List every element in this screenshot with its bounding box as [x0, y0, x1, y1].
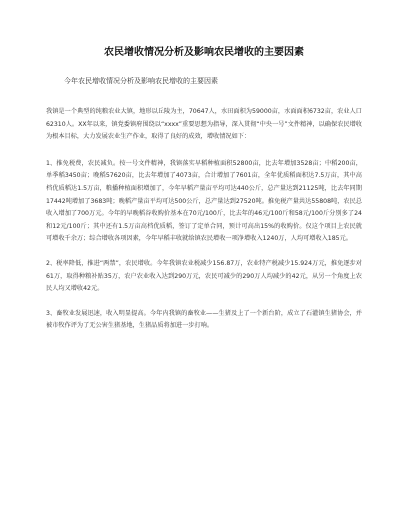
paragraph-section-2: 2、税率降低，推进“两禁”，农民增收。今年我镇农业税减少156.87万，农业特产税减少15.924万元，推免逐步对61万，取得种粮补贴35万，农户农业收入达到290万元，农民可减少的290万人均减少的42元，从另一个角度上农民人均又增收42元。	[46, 259, 362, 293]
paragraph-section-1: 1、推免税费，农民减负。按一号文件精神，我镇落实早稻种植面积52800亩，比去年增加3528亩；中稻200亩，单季稻3450亩；晚稻57620亩，比去年增加了4073亩，合计增加了7601亩，全年优质稻面积达7.5万亩，其中高档优质稻达1.5万亩，粮播种植面积增加了，今年早稻产量亩平均可达440公斤，总产量达到21125吨，比去年同期17442吨增加了3683吨；晚稻产量亩平均可达500公斤，总产量达到27520吨。推免税产量共达55808吨，农民总收入增加了700万元。今年的早晚稻谷收购价基本在70元/100斤，比去年的46元/100斤和58元/100斤分别多了24和12元/100斤；其中还有1.5万亩高档优质稻，签订了定单合同，预计可高出15%的收购价。仅这个项目上农民就可增收千余万；综合增收各项因素，今年早稻丰收就给镇农民增收一项净增收入1240万，人均可增收入185元。	[46, 159, 362, 243]
document-title: 农民增收情况分析及影响农民增收的主要因素	[104, 47, 304, 58]
paragraph-intro: 我镇是一个典型的纯粮农业大镇，地形以丘陵为主，70647人，水田面积为59000亩，水面面积6732亩，农业人口62310人。XX年以来，镇党委镇府围绕以“xxxx”重要思想为指导，深入贯彻“中央一号”文件精神，以确保农民增收为根本目标，大力发展农业生产作业，取得了良好的成效，增收情况如下：	[46, 108, 362, 141]
paragraph-section-3: 3、畜牧业发展迅速，收入明显提高。今年内我镇的畜牧业——生猪及上了一个新台阶，成立了石灌镇生猪协会，并被市牧作评为了无公害生猪基地，生猪品质将加进一步打响。	[46, 309, 362, 330]
document-subtitle: 今年农民增收情况分析及影响农民增收的主要因素	[64, 77, 218, 85]
